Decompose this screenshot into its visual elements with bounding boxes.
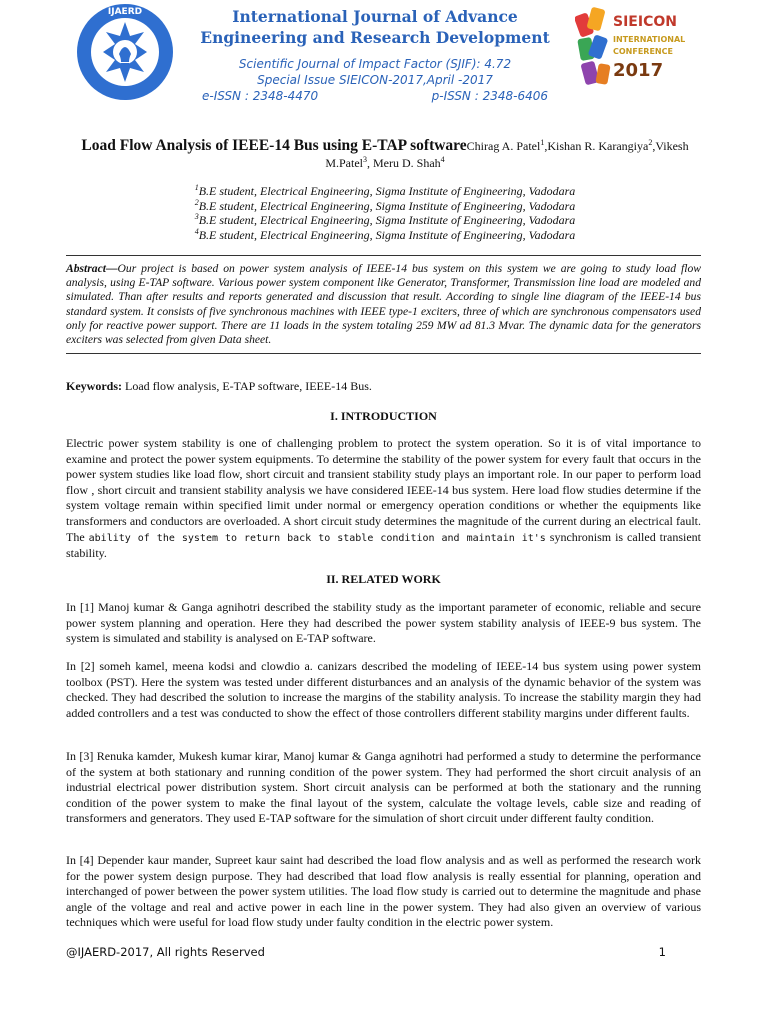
section-introduction-heading: I. INTRODUCTION	[330, 409, 437, 423]
author-1: Chirag A. Patel	[466, 139, 541, 153]
affiliation-3: $^3$B.E student, Electrical Engineering, Sigma Institute of Engineering, Vadodara	[194, 212, 576, 227]
affiliations	[70, 184, 700, 242]
related-work-paragraph-2: In [2] someh kamel, meena kodsi and clowdio a. canizars described the modeling of IEEE-14 bus system using power system toolbox (PST). Here the system was tested under different disturbances and an analysis of the dynamic behavior of the system was checked. They had described the solution to increase the margins of the stability analysis. To increase the stability margin they had added controllers and a test was conducted to show the effect of those controllers different stability margins under different faults.	[66, 659, 701, 720]
introduction-mono-span: ability of the system to return back to stable condition and maintain it's	[88, 532, 546, 544]
related-work-paragraph-4: In [4] Depender kaur mander, Supreet kaur saint had described the load flow analysis and as well as performed the research work for the power system design purpose. They had described that load flow analysis is really essential for planning, operation and interchanged of power between the power system utilities. The load flow study is carried out to determine the magnitude and phase angle of the voltage and real and active power in each line in the power system. They had also given an overview of various techniques which were useful for load flow study under faulty condition in the electric power system.	[66, 853, 701, 930]
journal-meta	[190, 56, 560, 104]
author-2: Kishan R. Karangiya	[547, 139, 649, 153]
copyright: @IJAERD-2017, All rights Reserved	[66, 945, 265, 959]
journal-name-line2: Engineering and Research Development	[200, 28, 550, 47]
special-issue: Special Issue SIEICON-2017,April -2017	[257, 73, 493, 87]
logo-right-line3: CONFERENCE	[613, 47, 673, 56]
e-issn: e-ISSN : 2348-4470	[202, 89, 319, 103]
keywords-label: Keywords:	[66, 379, 122, 393]
author-2-sup: 2	[648, 138, 653, 147]
abstract	[66, 255, 701, 354]
keywords-text: Load flow analysis, E-TAP software, IEEE-14 Bus.	[125, 379, 372, 393]
journal-name-line1: International Journal of Advance	[232, 7, 518, 26]
affiliation-1: $^1$B.E student, Electrical Engineering, Sigma Institute of Engineering, Vadodara	[194, 183, 576, 198]
introduction-paragraph: Electric power system stability is one of challenging problem to protect the system operation. So it is of vital importance to examine and protect the power system equipments. To determine the stability of the power system for every fault that occurs in the power system studies like load flow, short circuit and transient stability study plays an important role. In our paper to perform load flow , short circuit and transient stability analysis we have considered IEEE-14 bus system. Here load flow studies determine if the system voltage remain within specified limit under normal or emergency operation conditions or whether the equipments like transformers and conductors are overloaded. A short circuit study determines the magnitude of the current during an electrical fault. The ability of the system to return back to stable condition and maintain it's synchronism is called transient stability.	[66, 436, 701, 561]
affiliation-2: $^2$B.E student, Electrical Engineering, Sigma Institute of Engineering, Vadodara	[194, 197, 576, 213]
affiliation-4: $^4$B.E student, Electrical Engineering, Sigma Institute of Engineering, Vadodara	[194, 226, 576, 242]
abstract-text: Our project is based on power system analysis of IEEE-14 bus system on this system we are going to study load flow analysis, using E-TAP software. Various power system component like Generator, Transformer, Transmission line load are modeled and simulated. Than after results and reports generated and discussion that result. According to single line diagram of the IEEE-14 bus standard system. It consists of five synchronous machines with IEEE type-1 exciters, three of which are synchronous compensators used only for reactive power support. There are 11 loads in the system totaling 259 MW ad 81.3 Mvar. The dynamic data for the generators exciters was selected from given Data sheet.	[66, 262, 701, 347]
keywords	[66, 379, 701, 395]
author-4-sup: 4	[440, 155, 445, 164]
logo-right-line2: INTERNATIONAL	[613, 35, 685, 44]
author-1-sup: 1	[540, 138, 545, 147]
page-number: 1	[658, 945, 666, 959]
journal-name	[190, 6, 560, 48]
logo-left-text: IJAERD	[107, 7, 143, 17]
paper-title-block: Load Flow Analysis of IEEE-14 Bus using E-TAP softwareChirag A. Patel$^1$,Kishan R. Karangiya$^2$,Vikesh M.Patel$^3$, Meru D. Shah$^4$	[81, 137, 689, 170]
journal-header	[0, 0, 768, 112]
author-3-sup: 3	[363, 155, 367, 164]
p-issn: p-ISSN : 2348-6406	[431, 89, 548, 103]
related-work-paragraph-3: In [3] Renuka kamder, Mukesh kumar kirar, Manoj kumar & Ganga agnihotri had performed a study to determine the performance of the system at both stationary and running condition of the power system. They had performed the short circuit analysis of an industrial electrical power distribution system. Short circuit analysis can be performed at both the stationary and the running condition of the power system to make the final layout of the system, calculate the voltage levels, cable size and reading of transformers and generators. They used E-TAP software for the simulation of short circuit under different faulty condition.	[66, 749, 701, 826]
logo-right-line1: SIEICON	[613, 14, 677, 30]
ijaerd-logo	[75, 2, 175, 102]
logo-right-year: 2017	[613, 60, 664, 81]
paper-title: Load Flow Analysis of IEEE-14 Bus using E-TAP software	[81, 137, 467, 154]
impact-factor: Scientific Journal of Impact Factor (SJIF): 4.72	[238, 57, 512, 71]
section-related-work-heading: II. RELATED WORK	[326, 572, 441, 586]
sieicon-logo	[575, 6, 685, 94]
author-3: Vikesh M.Patel	[325, 139, 689, 170]
abstract-label: Abstract—	[66, 262, 118, 275]
page-footer	[66, 945, 666, 959]
related-work-paragraph-1: In [1] Manoj kumar & Ganga agnihotri described the stability study as the important parameter of economic, reliable and secure power system planning and operation. Here they had described the power system stability analysis of IEEE-9 bus system. The system is simulated and stability is analysed on E-TAP software.	[66, 600, 701, 646]
author-4: Meru D. Shah	[373, 156, 441, 170]
